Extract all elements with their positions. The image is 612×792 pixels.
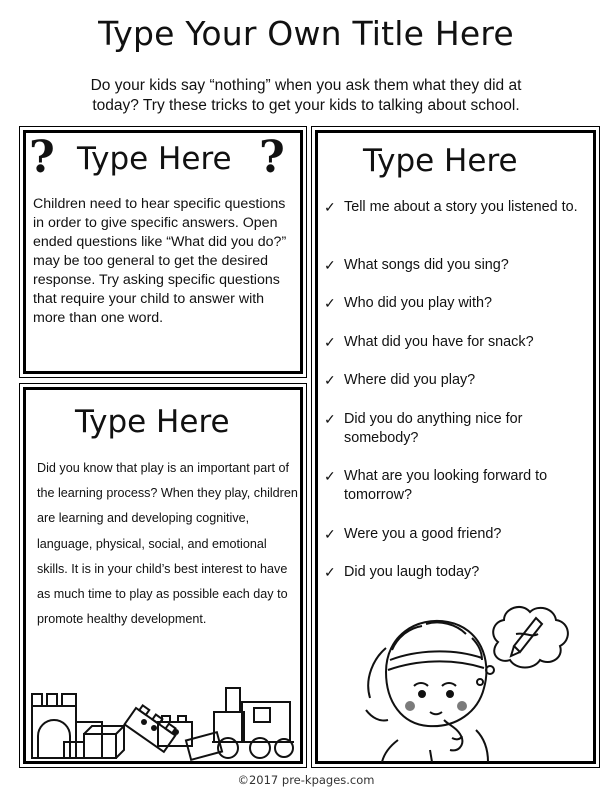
check-icon: ✓ bbox=[324, 334, 336, 350]
specific-box-heading: Type Here bbox=[77, 141, 232, 177]
question-text: What did you have for snack? bbox=[344, 334, 534, 350]
check-icon: ✓ bbox=[324, 199, 336, 215]
toys-illustration bbox=[28, 660, 298, 762]
question-mark-icon: ? bbox=[29, 132, 55, 183]
check-icon: ✓ bbox=[324, 295, 336, 311]
question-text: Did you do anything nice for somebody? bbox=[344, 411, 523, 446]
question-mark-icon: ? bbox=[259, 132, 285, 183]
play-box-body: Did you know that play is an important part of the learning process? When they play, children are learning and developing cognitive, language, physical, social, and emotional skills. It is in your child’s best interest to have as much time to play as possible each day to promote healthy development. bbox=[37, 461, 298, 627]
list-item bbox=[322, 525, 588, 544]
question-text: Did you laugh today? bbox=[344, 564, 480, 580]
questions-box-heading: Type Here bbox=[363, 143, 518, 179]
list-item bbox=[322, 467, 588, 505]
list-item bbox=[322, 563, 588, 582]
check-icon: ✓ bbox=[324, 526, 336, 542]
intro-line-1: Do your kids say “nothing” when you ask them what they did at bbox=[90, 77, 522, 94]
check-icon: ✓ bbox=[324, 257, 336, 273]
question-text: Who did you play with? bbox=[344, 295, 492, 311]
question-text: What songs did you sing? bbox=[344, 257, 509, 273]
thinking-girl-illustration bbox=[330, 590, 590, 762]
list-item bbox=[322, 410, 588, 448]
question-text: Where did you play? bbox=[344, 372, 476, 388]
page-title: Type Your Own Title Here bbox=[98, 14, 514, 53]
check-icon: ✓ bbox=[324, 372, 336, 388]
intro-line-2: today? Try these tricks to get your kids to talking about school. bbox=[92, 97, 520, 114]
check-icon: ✓ bbox=[324, 468, 336, 484]
play-box-heading: Type Here bbox=[75, 404, 230, 440]
question-text: Tell me about a story you listened to. bbox=[344, 199, 578, 215]
copyright-footer: ©2017 pre-kpages.com bbox=[237, 773, 375, 787]
list-item bbox=[322, 294, 588, 313]
list-item bbox=[322, 198, 588, 217]
list-item bbox=[322, 333, 588, 352]
question-text: Were you a good friend? bbox=[344, 526, 502, 542]
list-item bbox=[322, 256, 588, 275]
specific-box-body: Children need to hear specific questions in order to give specific answers. Open ended questions like “What did you do?” may be too general to get the desired response. Try asking specific questions that require your child to answer with more than one word. bbox=[33, 196, 287, 326]
list-item bbox=[322, 371, 588, 390]
intro-text bbox=[40, 76, 572, 116]
check-icon: ✓ bbox=[324, 411, 336, 427]
check-icon: ✓ bbox=[324, 564, 336, 580]
question-text: What are you looking forward to tomorrow? bbox=[344, 468, 548, 503]
